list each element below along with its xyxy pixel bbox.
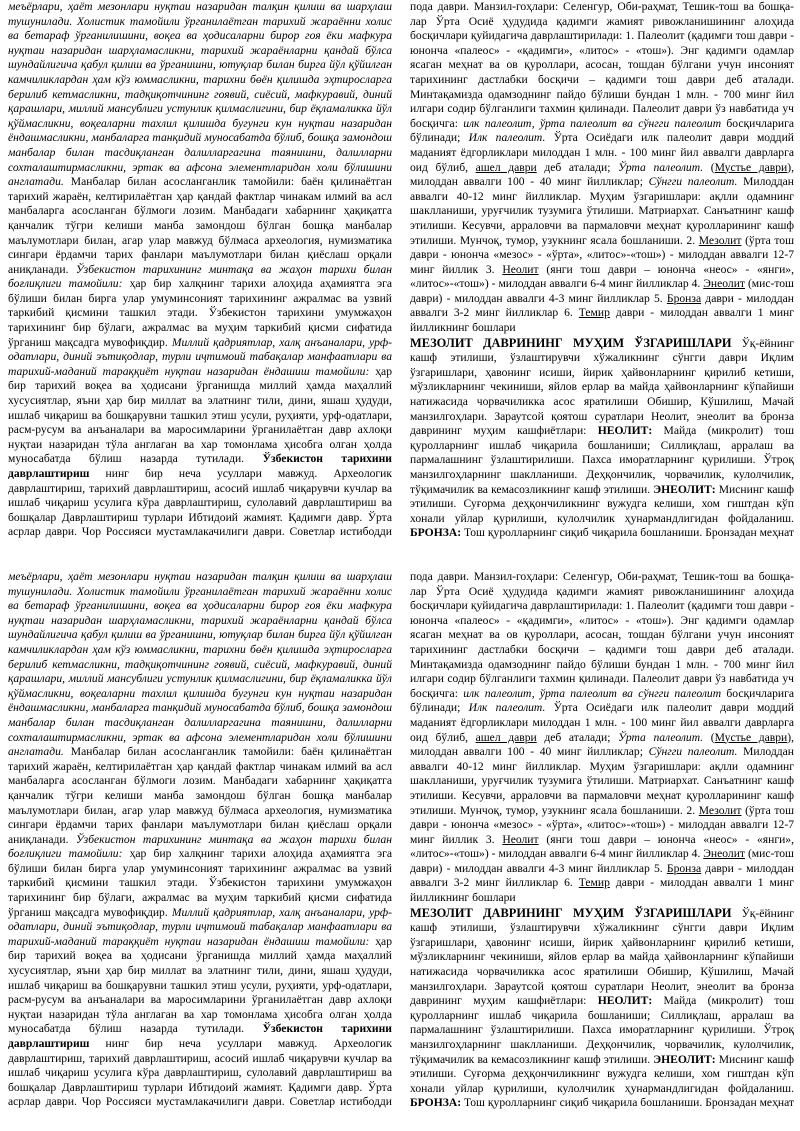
text-run: Ўрта палеолит.: [618, 160, 704, 174]
text-run: ашел даври: [475, 160, 537, 174]
text-run: Бронза: [666, 291, 702, 305]
text-run: нинг бир неча усуллари мавжуд. Археологик даврлаштириш, тарихий даврлаштириш, асосий ишлаб чиқарувчи кучлар ва ишлаб чиқариш усулига кўра даврлаштириш, сулолавий даврлаштириш ва бошқалар Даврлаштириш турлари Ибтидоий жамият. Қадимги давр. Ўрта асрлар даври. Чор Россияси мустамлакачилиги даври. Советлар истибодди: [8, 467, 392, 539]
text-run: (янги тош даври – юнонча «неос» - «янги», «литос»-«тош») - милоддан аввалги 6-4 минг йилликлар 4.: [410, 262, 794, 291]
text-run: босқичларига бўлинади;: [410, 686, 794, 715]
text-run: Энеолит: [703, 277, 745, 291]
text-run: Сўнгги палеолит.: [648, 745, 738, 759]
text-run: НЕОЛИТ:: [597, 994, 653, 1008]
text-run: (мис-тош даври) - милоддан аввалги 4-3 минг йилликлар 5.: [410, 847, 794, 875]
mesolithic-body: [410, 907, 794, 1110]
text-run: Неолит: [502, 832, 539, 846]
text-run: БРОНЗА:: [410, 1096, 462, 1110]
right-text-column: [410, 0, 794, 540]
text-run: Неолит: [502, 262, 539, 276]
text-run: пода даври. Манзил-гоҳлари: Селенгур, Оби-раҳмат, Тешик-тош ва бошқа-лар Ўрта Осиё ҳудудида қадимги жамият ривожланишининг алоҳида босқичлари қуйидагича даврлаштирилади: 1. Палеолит (қадимги тош даври - юнонча «палеос» - «қадимги», «литос» - «тош»). Энг қадимги одамлар ясаган меҳнат ва ов қуроллари, асосан, тошдан бўлгани учун инсоният тарихининг дастлабки босқичи – қадимги тош даври деб аталади. Минтақамизда одамзоднинг пайдо бўлиши бундан 1 млн. - 700 минг йил илгари содир бўлганлиги тахмин қилинади. Палеолит даври ўз навбатида уч босқичга:: [410, 0, 794, 130]
text-run: Майда (микролит) тош қуролларнинг ишлаб чиқарила бошланиши; Силлиқлаш, арралаш ва пармалашнинг ўзлаштирилиши. Пахса иморатларнинг қурилиши. Ўтроқ манзилгоҳларнинг шаклланиши. Деҳқончилик, чорвачилик, кулолчилик, тўқимачилик ва кемасозликнинг кашф этилиши.: [410, 424, 794, 496]
text-run: Ўрта Осиёдаги илк палеолит даври моддий маданият ёдгорликлари милоддан 1 млн. - 100 минг йил аввалги даврларга оид бўлиб,: [410, 701, 794, 744]
text-run: Милоддан аввалги 40-12 минг йилликлар. Муҳим ўзгаришлари: ақлли одамнинг шаклланиши, уруғчилик тузумига ўтилиши. Матриархат. Санъатнинг кашф этилиши. Кесувчи, арраловчи ва пармаловчи меҳнат қуролларининг кашф этилиши. Мунчоқ, тумор, узукнинг ясала бошланиши. 2.: [410, 745, 794, 817]
text-run: нинг бир неча усуллари мавжуд. Археологик даврлаштириш, тарихий даврлаштириш, асосий ишлаб чиқарувчи кучлар ва ишлаб чиқариш усулига кўра даврлаштириш, сулолавий даврлаштириш ва бошқалар Даврлаштириш турлари Ибтидоий жамият. Қадимги давр. Ўрта асрлар даври. Чор Россияси мустамлакачилиги даври. Советлар истибодди: [8, 1037, 392, 1109]
text-run: Майда (микролит) тош қуролларнинг ишлаб чиқарила бошланиши; Силлиқлаш, арралаш ва пармалашнинг ўзлаштирилиши. Пахса иморатларнинг қурилиши. Ўтроқ манзилгоҳларнинг шаклланиши. Деҳқончилик, чорвачилик, кулолчилик, тўқимачилик ва кемасозликнинг кашф этилиши.: [410, 994, 794, 1066]
text-run: ҳар бир тарихий воқеа ва ҳодисани ўрганишда миллий ҳамда маҳаллий хусусиятлар, яъни ҳар бир миллат ва элатнинг тили, дини, яшаш ҳудуди, ишлаб чиқариш ва бошқарувни ташкил этиш усули, руҳияти, урф-одатлари, расм-русум ва анъаналари ва маросимларини ўрганилаётган давр ахлоқи нуқтаи назаридан тўла англаган ва хар томонлама ҳисобга олган ҳолда муносабатда бўлиш назарда тутилади.: [8, 364, 392, 466]
text-run: Миллий қадриятлар, халқ анъаналари, урф-одатлари, диний эътиқодлар, турли иҷтимоий табақалар манфаатлари ва тарихий-маданий тараққиёт нуқтаи назаридан ёндашиш тамойили:: [8, 905, 392, 948]
text-run: пода даври. Манзил-гоҳлари: Селенгур, Оби-раҳмат, Тешик-тош ва бошқа-лар Ўрта Осиё ҳудудида қадимги жамият ривожланишининг алоҳида босқичлари қуйидагича даврлаштирилади: 1. Палеолит (қадимги тош даври - юнонча «палеос» - «қадимги», «литос» - «тош»). Энг қадимги одамлар ясаган меҳнат ва ов қуроллари, асосан, тошдан бўлгани учун инсоният тарихининг дастлабки босқичи – қадимги тош даври деб аталади. Минтақамизда одамзоднинг пайдо бўлиши бундан 1 млн. - 700 минг йил илгари содир бўлганлиги тахмин қилинади. Палеолит даври ўз навбатида уч босқичга:: [410, 570, 794, 700]
text-run: ашел даври: [475, 730, 537, 744]
text-run: (ўрта тош даври - юнонча «мезос» - «ўрта», «литос»-«тош») - милоддан аввалги 12-7 минг йиллик 3.: [410, 233, 794, 276]
mesolithic-heading: МЕЗОЛИТ ДАВРИНИНГ МУҲИМ ЎЗГАРИШЛАРИ: [410, 905, 732, 920]
left-text-column: [8, 570, 392, 1110]
text-run: (янги тош даври – юнонча «неос» - «янги», «литос»-«тош») - милоддан аввалги 6-4 минг йилликлар 4.: [410, 832, 794, 861]
text-run: Мезолит: [698, 803, 742, 817]
text-run: босқичларига бўлинади;: [410, 116, 794, 145]
text-run: ҳар бир тарихий воқеа ва ҳодисани ўрганишда миллий ҳамда маҳаллий хусусиятлар, яъни ҳар бир миллат ва элатнинг тили, дини, яшаш ҳудуди, ишлаб чиқариш ва бошқарувни ташкил этиш усули, руҳияти, урф-одатлари, расм-русум ва анъаналари ва маросимларини ўрганилаётган давр ахлоқи нуқтаи назаридан тўла англаган ва хар томонлама ҳисобга олган ҳолда муносабатда бўлиш назарда тутилади.: [8, 934, 392, 1036]
text-run: илк палеолит, ўрта палеолит ва сўнгги палеолит: [463, 686, 722, 700]
text-run: ЭНЕОЛИТ:: [653, 482, 716, 496]
text-run: Милоддан аввалги 40-12 минг йилликлар. Муҳим ўзгаришлари: ақлли одамнинг шаклланиши, уруғчилик тузумига ўтилиши. Матриархат. Санъатнинг кашф этилиши. Кесувчи, арраловчи ва пармаловчи меҳнат қуролларининг кашф этилиши. Мунчоқ, тумор, узукнинг ясала бошланиши. 2.: [410, 175, 794, 247]
text-run: Тош қуролларнинг сиқиб чиқарила бошланиши. Бронзадан меҳнат: [464, 1096, 794, 1110]
text-run: БРОНЗА:: [410, 526, 462, 540]
text-run: (ўрта тош даври - юнонча «мезос» - «ўрта», «литос»-«тош») - милоддан аввалги 12-7 минг йиллик 3.: [410, 803, 794, 846]
text-run: Миснинг кашф этилиши. Суғорма деҳқончиликнинг вужудга келиши, хом гиштдан кўп хонали уйлар қурилиши, кулолчилик ҳунармандлигидан фойдаланиш.: [410, 1052, 794, 1095]
text-run: Мустье даври: [714, 730, 788, 744]
right-paragraph-intro: [410, 570, 794, 906]
text-run: Сўнгги палеолит.: [648, 175, 738, 189]
text-run: Ўзбекистон тарихини даврлаштириш: [8, 1022, 392, 1050]
text-run: ), милоддан аввалги 100 - 40 минг йилликлар;: [410, 160, 794, 189]
text-run: (мис-тош даври) - милоддан аввалги 4-3 минг йилликлар 5.: [410, 277, 794, 305]
text-run: НЕОЛИТ:: [597, 424, 653, 438]
mesolithic-heading: МЕЗОЛИТ ДАВРИНИНГ МУҲИМ ЎЗГАРИШЛАРИ: [410, 335, 732, 350]
text-run: Энеолит: [703, 847, 745, 861]
text-run: Ўрта палеолит.: [618, 730, 704, 744]
text-run: Ўзбекистон тарихининг минтақа ва жаҳон тарихи билан боғлиқлиги тамойили:: [8, 832, 392, 861]
text-run: меъёрлари, ҳаёт мезонлари нуқтаи назаридан талқин қилиш ва шарҳлаш тушунилади. Холистик тамойили ўрганилаётган тарихий жараённи холис ва бетараф ўрганилишини, воқеа ва ҳодисаларни бирор гоя ёки мафкура нуқтаи назаридан шарҳламасликни, тарихий жараёнларни қандай бўлса шундайлигича қабул қилиш ва ўрганишни, ютуқлар билан бирга йўл қўйилган камчиликлардан ҳам кўз юммасликни, тарихни бөён қилишда эҳтиросларга берилиб кетмасликни, тадқиқотчининг гоявий, сиёсий, мафкуравий, диний қарашлари, миллий мансублиги устунлик қилмаслигини, бир ёқламаликка йўл қўймасликни, воқеаларни тахлил қилишда бугунги кун нуқтаи назаридан ёндашмасликни, манбаларга танқидий муносабатда бўлиб, бошқа замондош манбалар билан тасдиқланган далилларгагина таянишни, далилларни сохталаштирмасликни, эртак ва афсона элементларидан холи бўлишини англатади.: [8, 0, 392, 189]
text-run: Ўзбекистон тарихининг минтақа ва жаҳон тарихи билан боғлиқлиги тамойили:: [8, 262, 392, 291]
page-bottom-copy: [0, 570, 800, 1110]
text-run: Ўзбекистон тарихини даврлаштириш: [8, 452, 392, 480]
text-run: Илк палеолит.: [468, 701, 546, 715]
right-paragraph-mesolithic: [410, 336, 794, 540]
text-run: Илк палеолит.: [468, 131, 546, 145]
text-run: даври - милоддан аввалги 1 минг йилликнинг бошлари: [410, 306, 794, 335]
text-run: Темир: [578, 306, 610, 320]
text-run: даври - милоддан аввалги 3-2 минг йилликлар 6.: [410, 861, 794, 890]
text-run: ҳар бир халқнинг тарихи алоҳида аҳамиятга эга бўлиши билан бирга улар умуминсоният тарихининг ажралмас ва узвий таркибий қисмини ташкил этади. Ўзбекистон тарихини умумжаҳон тарихининг бир бўлаги, ажралмас ва муҳим таркибий қисми сифатида ўрганиш мақсадга мувофиқдир.: [8, 847, 392, 919]
text-run: илк палеолит, ўрта палеолит ва сўнгги палеолит: [463, 116, 722, 130]
left-text-column: [8, 0, 392, 540]
text-run: Ўрта Осиёдаги илк палеолит даври моддий маданият ёдгорликлари милоддан 1 млн. - 100 минг йил аввалги даврларга оид бўлиб,: [410, 131, 794, 174]
text-run: меъёрлари, ҳаёт мезонлари нуқтаи назаридан талқин қилиш ва шарҳлаш тушунилади. Холистик тамойили ўрганилаётган тарихий жараённи холис ва бетараф ўрганилишини, воқеа ва ҳодисаларни бирор гоя ёки мафкура нуқтаи назаридан шарҳламасликни, тарихий жараёнларни қандай бўлса шундайлигича қабул қилиш ва ўрганишни, ютуқлар билан бирга йўл қўйилган камчиликлардан ҳам кўз юммасликни, тарихни бөён қилишда эҳтиросларга берилиб кетмасликни, тадқиқотчининг гоявий, сиёсий, мафкуравий, диний қарашлари, миллий мансублиги устунлик қилмаслигини, бир ёқламаликка йўл қўймасликни, воқеаларни тахлил қилишда бугунги кун нуқтаи назаридан ёндашмасликни, манбаларга танқидий муносабатда бўлиб, бошқа замондош манбалар билан тасдиқланган далилларгагина таянишни, далилларни сохталаштирмасликни, эртак ва афсона элементларидан холи бўлишини англатади.: [8, 570, 392, 759]
text-run: Темир: [578, 876, 610, 890]
text-run: Ўқ-ёйнинг кашф этилиши, ўзлаштирувчи хўжаликнинг сўнгги даври Иқлим ўзгаришлари, ҳавонинг исиши, йирик ҳайвонларнинг қирилиб кетиши, мўзликларнинг чекиниши, яйлов ерлар ва майда ҳайвонларнинг кўпайиши натижасида чорвачиликка асос яратилиши Обишир, Кўшилиш, Мачай манзилгоҳлари. Зараутсой қоятош суратлари Неолит, энеолит ва бронза даврининг муҳим кашфиётлари:: [410, 336, 794, 438]
text-run: ЭНЕОЛИТ:: [653, 1052, 716, 1066]
right-paragraph-intro: [410, 0, 794, 336]
text-run: Бронза: [666, 861, 702, 875]
text-run: ҳар бир халқнинг тарихи алоҳида аҳамиятга эга бўлиши билан бирга улар умуминсоният тарихининг ажралмас ва узвий таркибий қисмини ташкил этади. Ўзбекистон тарихини умумжаҳон тарихининг бир бўлаги, ажралмас ва муҳим таркибий қисми сифатида ўрганиш мақсадга мувофиқдир.: [8, 277, 392, 349]
text-run: Ўқ-ёйнинг кашф этилиши, ўзлаштирувчи хўжаликнинг сўнгги даври Иқлим ўзгаришлари, ҳавонинг исиши, йирик ҳайвонларнинг қирилиб кетиши, мўзликларнинг чекиниши, яйлов ерлар ва майда ҳайвонларнинг кўпайиши натижасида чорвачиликка асос яратилиши Обишир, Кўшилиш, Мачай манзилгоҳлари. Зараутсой қоятош суратлари Неолит, энеолит ва бронза даврининг муҳим кашфиётлари:: [410, 906, 794, 1008]
mesolithic-body: [410, 337, 794, 540]
text-run: Мустье даври: [714, 160, 788, 174]
text-run: Тош қуролларнинг сиқиб чиқарила бошланиши. Бронзадан меҳнат: [464, 526, 794, 540]
left-paragraph: [8, 570, 392, 1110]
text-run: ), милоддан аввалги 100 - 40 минг йилликлар;: [410, 730, 794, 759]
text-run: даври - милоддан аввалги 3-2 минг йилликлар 6.: [410, 291, 794, 320]
right-paragraph-mesolithic: [410, 906, 794, 1110]
text-run: Манбалар билан асосланганлик тамойили: баён қилинаётган тарихий жараён, келтирилаётган ҳар қандай фактлар чинакам илмий ва асл манбаларга асосланган бўлмоги лозим. Манбадаги хабарнинг ҳақиқатга қанчалик тўгри келиши манба замондош бўлган бошқа манбалар маълумотлари билан, агар улар мавжуд бўлмаса археология, нумизматика сингари ёрдамчи тарих фанлари маълумотлари билан қиёслаш орқали аниқланади.: [8, 175, 392, 276]
text-run: деб аталади;: [536, 160, 619, 174]
text-run: (: [703, 730, 715, 744]
page-top-copy: [0, 0, 800, 540]
right-text-column: [410, 570, 794, 1110]
text-run: Манбалар билан асосланганлик тамойили: баён қилинаётган тарихий жараён, келтирилаётган ҳар қандай фактлар чинакам илмий ва асл манбаларга асосланган бўлмоги лозим. Манбадаги хабарнинг ҳақиқатга қанчалик тўгри келиши манба замондош бўлган бошқа манбалар маълумотлари билан, агар улар мавжуд бўлмаса археология, нумизматика сингари ёрдамчи тарих фанлари маълумотлари билан қиёслаш орқали аниқланади.: [8, 745, 392, 846]
text-run: даври - милоддан аввалги 1 минг йилликнинг бошлари: [410, 876, 794, 905]
text-run: Миллий қадриятлар, халқ анъаналари, урф-одатлари, диний эътиқодлар, турли иҷтимоий табақалар манфаатлари ва тарихий-маданий тараққиёт нуқтаи назаридан ёндашиш тамойили:: [8, 335, 392, 378]
text-run: Миснинг кашф этилиши. Суғорма деҳқончиликнинг вужудга келиши, хом гиштдан кўп хонали уйлар қурилиши, кулолчилик ҳунармандлигидан фойдаланиш.: [410, 482, 794, 525]
text-run: деб аталади;: [536, 730, 619, 744]
text-run: (: [703, 160, 715, 174]
text-run: Мезолит: [698, 233, 742, 247]
left-paragraph: [8, 0, 392, 540]
